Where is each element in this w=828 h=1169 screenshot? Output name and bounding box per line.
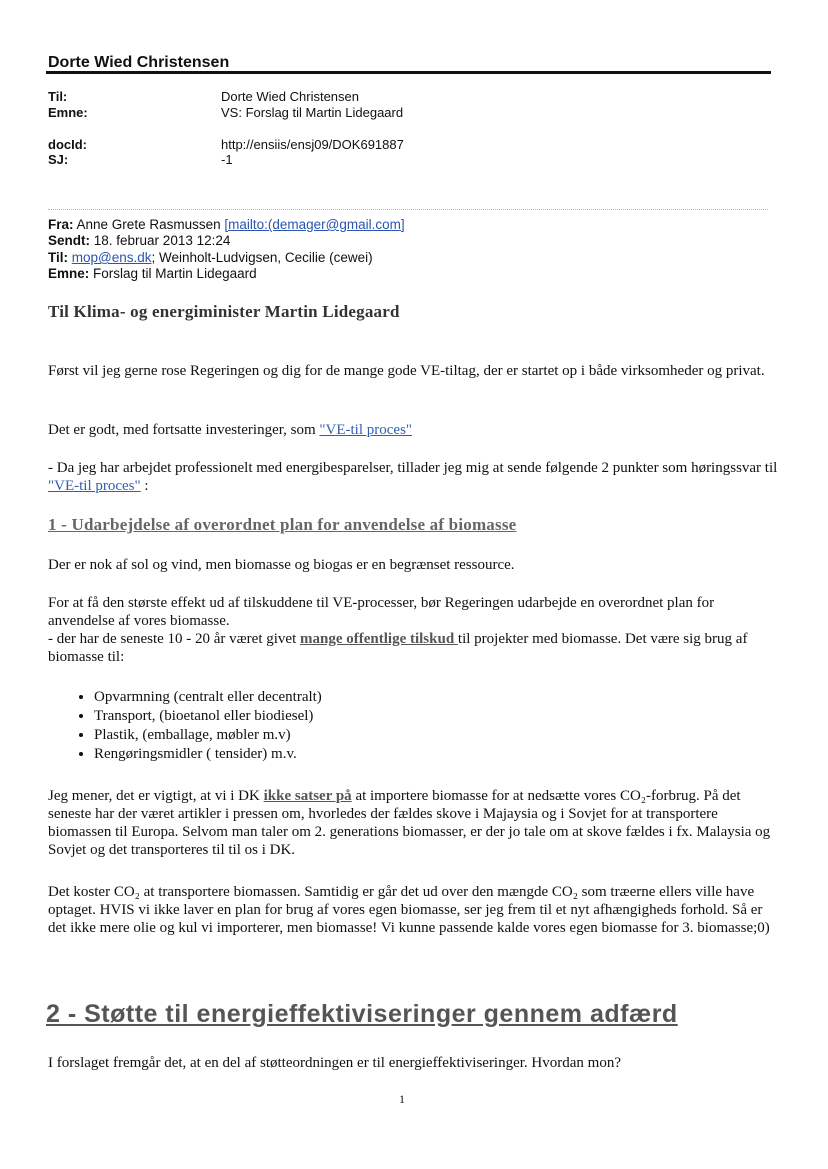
email-to-link[interactable]: mop@ens.dk: [71, 250, 152, 265]
meta-subject-value: VS: Forslag til Martin Lidegaard: [221, 105, 404, 120]
ve-til-proces-link-2[interactable]: "VE-til proces": [48, 478, 141, 494]
meta-subject-label: Emne:: [48, 105, 88, 120]
meta-to-value: Dorte Wied Christensen: [221, 89, 359, 104]
email-sent-line: [48, 233, 230, 248]
paragraph-intro: Først vil jeg gerne rose Regeringen og dig for de mange gode VE-tiltag, der er startet op i både virksomheder og privat.: [48, 363, 765, 379]
paragraph-import-start: Jeg mener, det er vigtigt, at vi i DK: [48, 788, 264, 804]
paragraph-import: [48, 787, 778, 859]
email-sent-label: Sendt:: [48, 233, 90, 248]
paragraph-plan-line2-start: - der har de seneste 10 - 20 år været givet: [48, 631, 300, 647]
paragraph-hearing-text: - Da jeg har arbejdet professionelt med energibesparelser, tillader jeg mig at sende følgende 2 punkter som høringssvar til: [48, 460, 778, 476]
paragraph-hearing: [48, 459, 778, 495]
paragraph-plan-line1: For at få den største effekt ud af tilskuddene til VE-processer, bør Regeringen udarbejde en overordnet plan for anvendelse af vores biomasse.: [48, 595, 715, 629]
email-from-link[interactable]: [mailto:(demager@gmail.com]: [224, 217, 405, 232]
email-subject-label: Emne:: [48, 266, 90, 281]
email-from-label: Fra:: [48, 217, 74, 232]
meta-to-label: Til:: [48, 89, 68, 104]
email-to-rest: ; Weinholt-Ludvigsen, Cecilie (cewei): [151, 250, 373, 265]
meta-docid-label: docId:: [48, 137, 87, 152]
section-2-heading: 2 - Støtte til energieffektiviseringer gennem adfærd: [46, 1000, 678, 1028]
paragraph-resources: Der er nok af sol og vind, men biomasse og biogas er en begrænset ressource.: [48, 557, 515, 573]
paragraph-support: I forslaget fremgår det, at en del af støtteordningen er til energieffektiviseringer. Hvordan mon?: [48, 1055, 621, 1071]
email-sent-value: 18. februar 2013 12:24: [93, 233, 231, 248]
paragraph-plan-line2-end: til projekter med biomasse. Det være sig brug af biomasse til:: [48, 631, 748, 665]
meta-sj-label: SJ:: [48, 152, 69, 167]
ve-til-proces-link[interactable]: "VE-til proces": [319, 422, 413, 438]
paragraph-investments: [48, 421, 778, 439]
page-number: 1: [399, 1092, 405, 1106]
document-owner-name: Dorte Wied Christensen: [48, 54, 230, 71]
meta-sj-value: -1: [221, 152, 233, 167]
paragraph-hearing-end: :: [140, 478, 149, 494]
separator-rule: [48, 209, 768, 210]
public-subsidies-link[interactable]: mange offentlige tilskud: [300, 631, 458, 647]
not-commit-emphasis[interactable]: ikke satser på: [263, 788, 352, 804]
list-item: • Plastik, (emballage, møbler m.v): [94, 726, 322, 745]
paragraph-investments-text: Det er godt, med fortsatte investeringer, som: [48, 422, 320, 438]
list-item: • Opvarmning (centralt eller decentralt): [94, 688, 322, 707]
section-1-heading: 1 - Udarbejdelse af overordnet plan for anvendelse af biomasse: [48, 515, 517, 534]
letter-greeting: Til Klima- og energiminister Martin Lidegaard: [48, 302, 400, 321]
email-from-value: Anne Grete Rasmussen: [76, 217, 221, 232]
meta-docid-value: http://ensiis/ensj09/DOK691887: [221, 137, 404, 152]
paragraph-import-end: at importere biomasse for at nedsætte vores CO₂-forbrug. På det seneste har der været artikler i pressen om, hvorledes der fældes skove i Majaysia og i Sovjet for at transportere biomassen til Europa. Selvom man taler om 2. generations biomasser, er der jo tale om at skove fældes i fx. Malaysia og Sovjet og det transporteres til til os i DK.: [48, 788, 771, 858]
list-item: • Transport, (bioetanol eller biodiesel): [94, 707, 322, 726]
email-subject-line: [48, 266, 257, 281]
biomass-uses-list: [66, 688, 322, 764]
email-subject-value: Forslag til Martin Lidegaard: [93, 266, 257, 281]
paragraph-co2: Det koster CO₂ at transportere biomassen. Samtidig er går det ud over den mængde CO₂ som træerne ellers ville have optaget. HVIS vi ikke laver en plan for brug af vores egen biomasse, ser jeg frem til et nyt afhængigheds forhold. Så er det ikke mere olie og kul vi importerer, men biomasse! Vi kunne passende kalde vores egen biomasse for 3. biomasse;0): [48, 884, 770, 936]
email-to-label: Til:: [48, 250, 68, 265]
email-to-line: [48, 250, 373, 265]
paragraph-plan: [48, 594, 778, 666]
list-item: • Rengøringsmidler ( tensider) m.v.: [94, 745, 322, 764]
email-from-line: [48, 217, 405, 232]
header-rule: [46, 71, 771, 74]
